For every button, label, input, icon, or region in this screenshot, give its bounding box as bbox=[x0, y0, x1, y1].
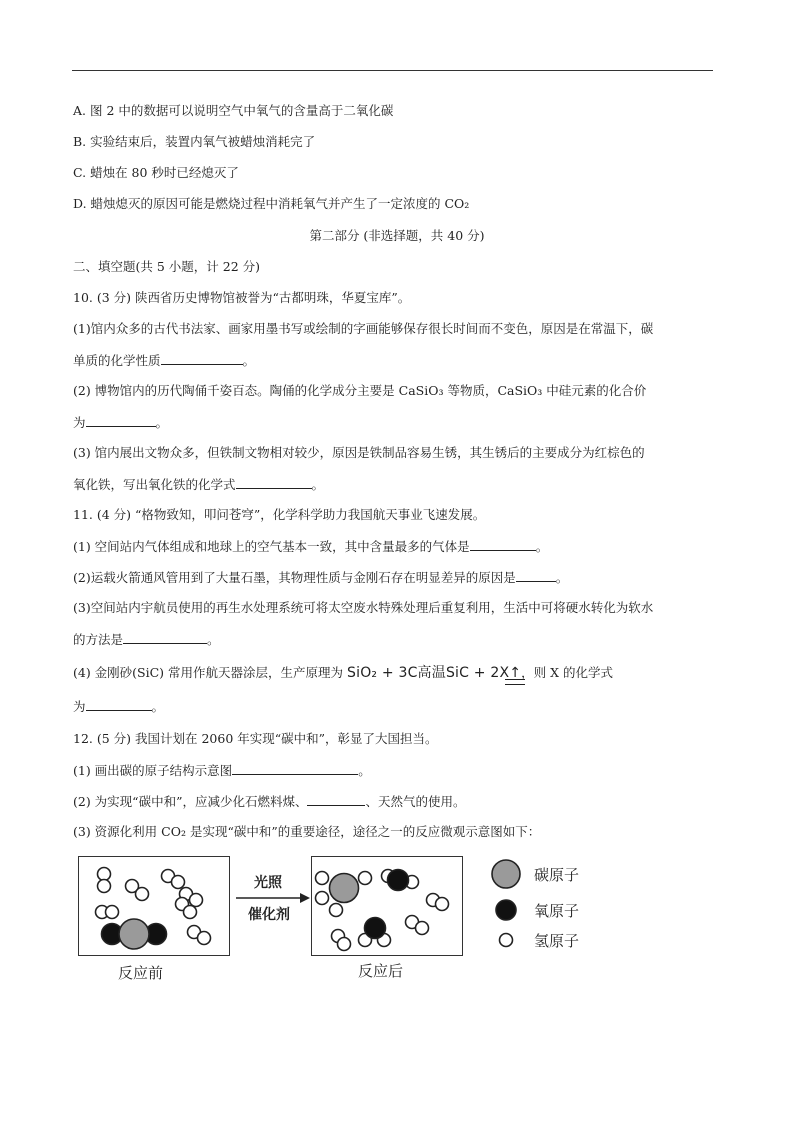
period: 。 bbox=[555, 570, 569, 585]
legend-oxygen-icon bbox=[496, 900, 516, 920]
period: 。 bbox=[358, 763, 371, 778]
q12-part1-answer-blank[interactable] bbox=[232, 762, 358, 775]
q11-part2-text: (2)运载火箭通风管用到了大量石墨，其物理性质与金刚石存在明显差异的原因是 bbox=[73, 570, 516, 585]
q12-part3-line: (3) 资源化利用 CO₂ 是实现“碳中和”的重要途径，途径之一的反应微观示意图如下： bbox=[73, 824, 541, 839]
water-molecule bbox=[382, 870, 419, 891]
hydrogen-molecule bbox=[96, 906, 119, 919]
part2-title: 第二部分 (非选择题，共 40 分) bbox=[309, 228, 485, 243]
q10-part2-line2 bbox=[73, 414, 168, 431]
hydrogen-molecule bbox=[98, 868, 111, 893]
q10-stem: 10. (3 分) 陕西省历史博物馆被誉为“古都明珠，华夏宝库”。 bbox=[73, 290, 411, 305]
q11-part3-answer-blank[interactable] bbox=[123, 631, 207, 644]
legend-oxygen-label: 氧原子 bbox=[534, 902, 580, 920]
q10-part2-text: 为 bbox=[73, 415, 86, 430]
q12-part2-line bbox=[73, 793, 465, 810]
period: 。 bbox=[151, 699, 165, 714]
q11-part1-line bbox=[73, 538, 548, 555]
q11-part2-answer-blank[interactable] bbox=[516, 569, 556, 582]
period: 。 bbox=[155, 415, 169, 430]
option-c: C. 蜡烛在 80 秒时已经熄灭了 bbox=[73, 165, 239, 180]
sic-equation bbox=[347, 665, 521, 681]
hydrogen-molecule bbox=[332, 930, 351, 951]
period: 。 bbox=[242, 353, 256, 368]
q10-part3-line1: (3) 馆内展出文物众多，但铁制文物相对较少，原因是铁制品容易生锈，其生锈后的主要成分为红棕色的 bbox=[73, 445, 645, 460]
period: 。 bbox=[535, 539, 549, 554]
carbon-dioxide-molecule bbox=[102, 919, 167, 949]
q10-part1-line2 bbox=[73, 352, 255, 369]
water-molecule bbox=[359, 918, 391, 947]
hydrogen-molecule bbox=[188, 926, 211, 945]
legend-carbon-label: 碳原子 bbox=[534, 866, 580, 884]
q10-part3-answer-blank[interactable] bbox=[236, 476, 312, 489]
q10-part2-line1: (2) 博物馆内的历代陶俑千姿百态。陶俑的化学成分主要是 CaSiO₃ 等物质，CaSiO₃ 中硅元素的化合价 bbox=[73, 383, 647, 398]
q11-part4-tail: ，则 X 的化学式 bbox=[521, 665, 614, 680]
option-d: D. 蜡烛熄灭的原因可能是燃烧过程中消耗氧气并产生了一定浓度的 CO₂ bbox=[73, 196, 470, 211]
q10-part1-answer-blank[interactable] bbox=[161, 352, 243, 365]
legend-hydrogen-icon bbox=[500, 934, 513, 947]
q12-part2-text: (2) 为实现“碳中和”，应减少化石燃料煤、 bbox=[73, 794, 308, 809]
reaction-arrow bbox=[236, 893, 310, 903]
section-title: 二、填空题(共 5 小题，计 22 分) bbox=[73, 259, 261, 274]
q11-part2-line bbox=[73, 569, 568, 586]
option-b: B. 实验结束后，装置内氧气被蜡烛消耗完了 bbox=[73, 134, 316, 149]
q11-part4-answer-blank[interactable] bbox=[86, 698, 152, 711]
legend-hydrogen-label: 氢原子 bbox=[534, 932, 580, 950]
q12-part2-answer-blank[interactable] bbox=[307, 793, 365, 806]
q11-part4-line1 bbox=[73, 665, 613, 681]
methanol-molecule bbox=[316, 872, 372, 917]
legend-carbon-icon bbox=[492, 860, 520, 888]
q11-part1-answer-blank[interactable] bbox=[470, 538, 536, 551]
q10-part3-text: 氧化铁，写出氧化铁的化学式 bbox=[73, 477, 236, 492]
q11-part4-line2 bbox=[73, 698, 164, 715]
arrow-condition-catalyst: 催化剂 bbox=[248, 907, 290, 923]
q12-part1-line bbox=[73, 762, 371, 779]
option-a: A. 图 2 中的数据可以说明空气中氧气的含量高于二氧化碳 bbox=[73, 103, 394, 118]
sic-equation-text: SiO₂ + 3C高温SiC + 2X↑ bbox=[347, 665, 522, 681]
period: 。 bbox=[311, 477, 325, 492]
q11-part4-text: (4) 金刚砂(SiC) 常用作航天器涂层，生产原理为 bbox=[73, 665, 344, 680]
q12-part1-text: (1) 画出碳的原子结构示意图 bbox=[73, 763, 233, 778]
q10-part2-answer-blank[interactable] bbox=[86, 414, 156, 427]
equation-equals-sign bbox=[505, 679, 525, 685]
q11-part3-text: 的方法是 bbox=[73, 632, 124, 647]
q11-part3-line2 bbox=[73, 631, 220, 648]
period: 。 bbox=[207, 632, 220, 647]
q12-stem: 12. (5 分) 我国计划在 2060 年实现“碳中和”，彰显了大国担当。 bbox=[73, 731, 438, 746]
q10-part3-line2 bbox=[73, 476, 324, 493]
q11-part3-line1: (3)空间站内宇航员使用的再生水处理系统可将太空废水特殊处理后重复利用，生活中可将硬水转化为软水 bbox=[73, 600, 654, 615]
q10-part1-line1: (1)馆内众多的古代书法家、画家用墨书写或绘制的字画能够保存很长时间而不变色，原因是在常温下，碳 bbox=[73, 321, 654, 336]
hydrogen-molecule bbox=[427, 894, 449, 911]
after-label: 反应后 bbox=[358, 962, 404, 980]
q11-stem: 11. (4 分) “格物致知，叩问苍穹”，化学科学助力我国航天事业飞速发展。 bbox=[73, 507, 486, 522]
q11-part4-text2: 为 bbox=[73, 699, 86, 714]
q10-part1-text: 单质的化学性质 bbox=[73, 353, 161, 368]
hydrogen-molecule bbox=[162, 870, 185, 889]
arrow-condition-light: 光照 bbox=[254, 875, 282, 891]
q12-part2-tail: 、天然气的使用。 bbox=[365, 794, 466, 809]
hydrogen-molecule bbox=[126, 880, 149, 901]
before-label: 反应前 bbox=[118, 964, 164, 982]
hydrogen-molecule bbox=[406, 916, 429, 935]
q11-part1-text: (1) 空间站内气体组成和地球上的空气基本一致，其中含量最多的气体是 bbox=[73, 539, 470, 554]
header-rule bbox=[72, 70, 713, 71]
